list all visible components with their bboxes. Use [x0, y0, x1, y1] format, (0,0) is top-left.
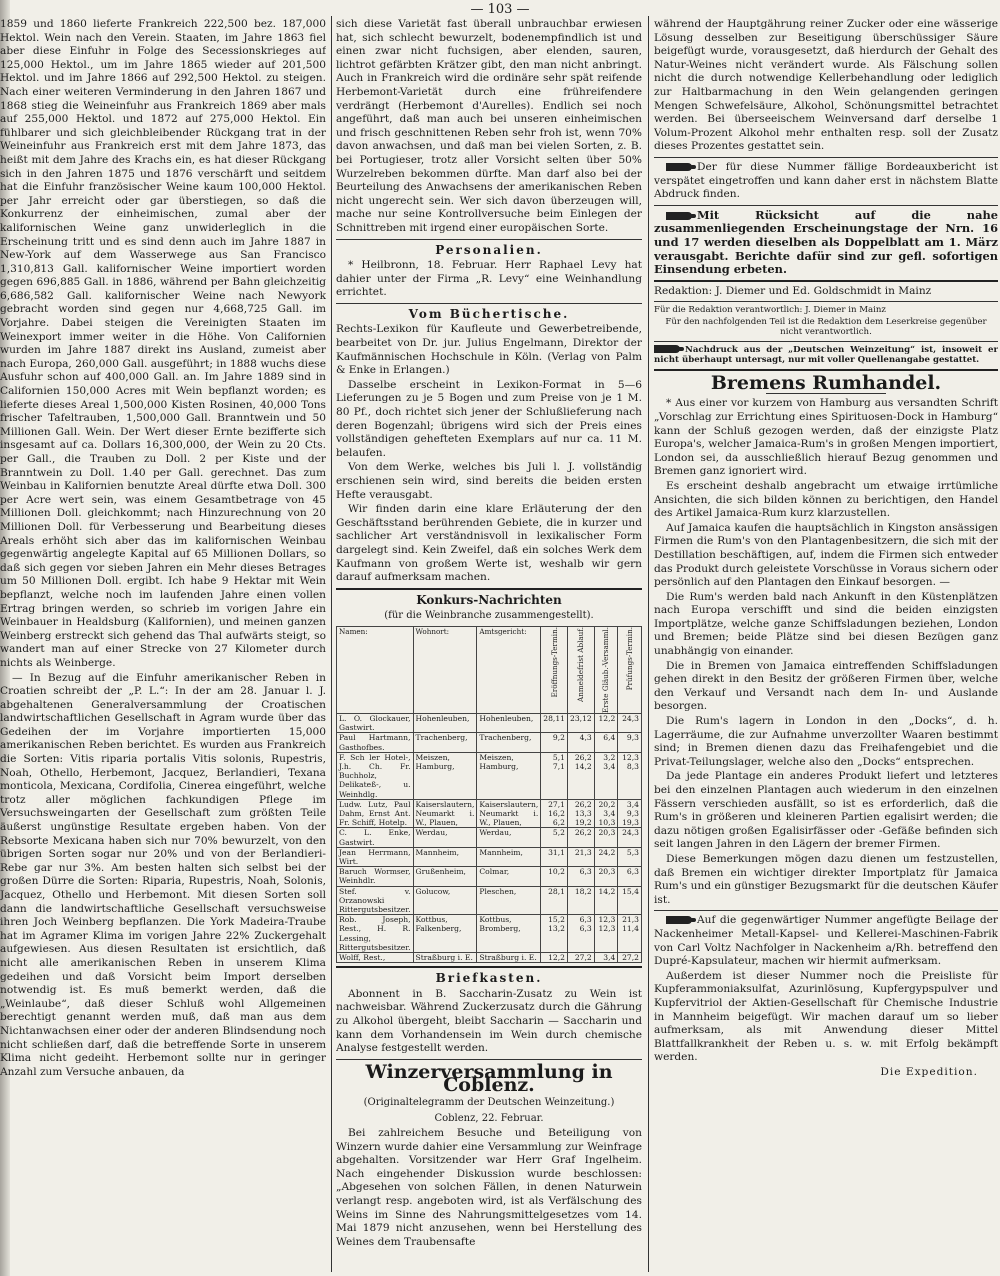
konkurs-heading: Konkurs-Nachrichten — [416, 592, 562, 607]
nachdruck-note: Nachdruck aus der „Deutschen Weinzeitung“ ist, insoweit er nicht überhaupt untersagt, nur mit voller Quellenangabe gestattet. — [654, 344, 998, 366]
buechertisch-text: Wir finden darin eine klare Erläuterung der den Geschäftsstand berührenden Gebiete, die in kurzer und sachlicher Art verständnisvoll in lexikalischer Form dargelegt sind. Kein Zweifel, daß ein solches Werk dem Kaufmann von großem Werte ist, weshalb wir gern darauf aufmerksam machen. — [336, 503, 642, 584]
table-header: Prüfungs-Termin. — [618, 626, 642, 713]
bremen-paragraph: Es erscheint deshalb angebracht um etwaige irrtümliche Ansichten, die sich bilden können zu berichtigen, den Handel des Artikel Jamaica-Rum kurz klarzustellen. — [654, 479, 998, 520]
briefkasten-heading: Briefkasten. — [435, 971, 543, 986]
bremen-paragraph: Die Rum's werden bald nach Ankunft in den Küstenplätzen nach Europa verschifft und sind die beiden einzigsten Importplätze, welche ganze Schiffsladungen beziehen, London und Bremen; beide Plätze sind bei diesen Bezügen ganz unabhängig von einander. — [654, 590, 998, 658]
table-header: Anmeldefrist Ablauf. — [568, 626, 595, 713]
table-header: Wohnort: — [413, 626, 477, 713]
table-row: Paul Hartmann, Gasthofbes. Trachenberg, Trachenberg, 9,2 4,3 6,4 9,3 — [337, 733, 642, 752]
briefkasten-text: Abonnent in B. Saccharin-Zusatz zu Wein ist nachweisbar. Während Zuckerzusatz durch die Gährung zu Alkohol übergeht, bleibt Saccharin — Saccharin und kann dem Vorhandensein im Wein durch chemische Analyse festgestellt werden. — [336, 987, 642, 1055]
table-row: Jean Herrmann, Wirt. Mannheim, Mannheim, 31,1 21,3 24,2 5,3 — [337, 847, 642, 866]
column-right — [654, 18, 998, 1079]
buechertisch-heading: Vom Büchertische. — [408, 306, 570, 321]
beilage-nackenheim: Auf die gegenwärtiger Nummer angefügte Beilage der Nackenheimer Metall-Kapsel- und Kellerei-Maschinen-Fabrik von Carl Voltz Nachfolger in Nackenheim a/Rh. betreffend den Dupré-Kapsulateur, machen wir hiermit aufmerksam. — [654, 914, 998, 968]
konkurs-subheading: (für die Weinbranche zusammengestellt). — [384, 610, 594, 622]
divider — [654, 280, 998, 282]
konkurs-table — [336, 626, 642, 963]
verantwortlich-line: Für die Redaktion verantwortlich: J. Diemer in Mainz — [654, 305, 886, 316]
bremen-paragraph: Die Rum's lagern in London in den „Docks“, d. h. Lagerräume, die zur Aufnahme unverzollter Waaren bestimmt sind; in Bremen dienen dazu das Freihafengebiet und die Privat-Teilungslager, welche also den „Docks“ entsprechen. — [654, 715, 998, 768]
notice-bordeaux: Der für diese Nummer fällige Bordeauxbericht ist verspätet eingetroffen und kann daher erst in nächstem Blatte Abdruck finden. — [654, 160, 998, 201]
divider — [654, 910, 998, 911]
column-rule-2 — [648, 16, 649, 1272]
table-row: C. L. Enke, Gastwirt. Werdau, Werdau, 5,2 26,2 20,3 24,3 — [337, 828, 642, 847]
divider — [336, 966, 642, 968]
article-american-vines-croatia: — In Bezug auf die Einfuhr amerikanischer Reben in Croatien schreibt der „P. L.“: In der am 28. Januar l. J. abgehaltenen Generalversammlung der Croatischen landwirtschaftlichen Gesellschaft in Agram wurde über das Gedeihen der im Vorjahre importierten 15,000 amerikanischen Reben berichtet. Es wurden aus Frankreich die Sorten: Vitis riparia portalis Vitis solonis, Rupestris, Noah, Othello, Herbemont, Jacquez, Berlandieri, Texana monticola, Mexicana, Cordifolia, Cinerea eingeführt, welche trotz aller möglichen fachkundigen Pflege im Versuchsweingarten der Gesellschaft zum größten Teile äußerst ungünstige Resultate ergeben haben. Von der Rebsorte Mexicana haben sich nur 70% bewurzelt, von den übrigen Sorten sogar nur 20% und von der Berlandieri-Rebe gar nur 3%. Am besten halten sich selbst bei der großen Dürre die Sorten: Riparia, Rupestris, Noah, Solonis, Jacquez, Othello und Herbemont. Mit diesen Sorten soll dann die landwirtschaftliche Gesellschaft versuchsweise ihren Joch Weinberg bepflanzen. Die York Madeira-Traube hat im Agramer Klima im vorigen Jahre 22% Zuckergehalt aufgewiesen. Aus diesen Resultaten ist ersichtlich, daß nicht alle amerikanischen Reben in unserem Klima gedeihen und daß Vorsicht beim Import derselben notwendig ist. Es muß bemerkt werden, daß die „Weinlaube“, daß dieser Schluß wohl Allgemeinen berechtigt genannt werden muß, daß man aus dem Nichtanwachsen einer oder der anderen Blindsendung noch nicht schließen darf, daß die betreffende Sorte in unserem Klima nicht gedeiht. Herbemont sollte nur in geringer Anzahl zum Versuche anbauen, da — [0, 671, 326, 1078]
buechertisch-title: Rechts-Lexikon für Kaufleute und Gewerbetreibende, bearbeitet von Dr. jur. Julius Engelmann, Direktor der Kaufmännischen Hochschule in Köln. (Verlag von Palm & Enke in Erlangen.) — [336, 323, 642, 377]
article-continuation: sich diese Varietät fast überall unbrauchbar erwiesen hat, sich schlecht bewurzelt, bodenempfindlich ist und einen zwar nicht fuchsigen, aber elenden, sauren, lichtrot gefärbten Krätzer gibt, den man nicht anbringt. Auch in Frankreich wird die ordinäre sehr spät reifende Herbemont-Varietät durch eine frühreifendere verdrängt (Herbemont d'Aurelles). Endlich sei noch angeführt, daß man auch bei unseren einheimischen und frisch geschnittenen Reben sehr froh ist, wenn 70% davon anwachsen, und daß man bei vielen Sorten, z. B. bei Portugieser, trotz aller Vorsicht selten über 50% Wurzelreben bekommen dürfte. Man darf also bei der Beurteilung des Anwachsens der amerikanischen Reben nicht ungerecht sein. Wer sich davon überzeugen will, mache nur seine Kontrollversuche beim Einlegen der Schnittreben mit irgend einer europäischen Sorte. — [336, 18, 642, 234]
column-middle — [336, 18, 642, 1250]
pointing-hand-icon — [666, 212, 692, 220]
winzerversammlung-text: Bei zahlreichem Besuche und Beteiligung von Winzern wurde dahier eine Versammlung zur Weinfrage abgehalten. Vorsitzender war Herr Graf Ingelheim. Nach eingehender Diskussion wurde beschlossen: „Abgesehen von solchen Fällen, in denen Naturwein verlangt resp. angeboten wird, ist als Verfälschung des Weins im Sinne des Nahrungsmittelgesetzes vom 14. Mai 1879 nicht anzusehen, wenn bei Herstellung des Weines dem Traubensafte — [336, 1127, 642, 1248]
divider — [654, 341, 998, 342]
table-row: Ludw. Lutz, Paul Dahm, Ernst Ant. Fr. Schiff, Hotelp. Kaiserslautern, Neumarkt i. W., Plauen, Kaiserslautern, Neumarkt i. W., Plauen, 27,1 16,2 6,2 26,2 13,3 19,2 20,2 3,4 10,3 3,4 9,3 19,3 — [337, 799, 642, 828]
table-header: Amtsgericht: — [477, 626, 541, 713]
table-row: Wolff, Rest., Straßburg i. E. Straßburg i. E. 12,2 27,2 3,4 27,2 — [337, 952, 642, 962]
article-wine-import-usa: 1859 und 1860 lieferte Frankreich 222,500 bez. 187,000 Hektol. Wein nach den Verein. Staaten, im Jahre 1863 fiel aber diese Einfuhr in Folge des Secessionskrieges auf 125,000 Hektol., um im Jahre 1865 wieder auf 201,500 Hektol. und im Jahre 1866 auf 292,500 Hektol. zu steigen. Nach einer weiteren Verminderung in den Jahren 1867 und 1868 stieg die Weineinfuhr aus Frankreich 1869 aber mals auf 255,000 Hektol. und 1872 auf 275,000 Hektol. Ein fühlbarer und sich gleichbleibender Rückgang trat in der Weineinfuhr aus Frankreich erst mit dem Jahre 1873, das heißt mit dem Jahre des Krachs ein, es hat dieser Rückgang sich in den Jahren 1875 und 1876 verschärft und seitdem hat die Einfuhr französischer Weine kaum 100,000 Hektol. per Jahr erreicht oder gar überstiegen, so daß die Konkurrenz der einheimischen, zumal aber der kalifornischen Weine ganz unwiderleglich in die Erscheinung tritt und es sind denn auch im Jahre 1887 in New-York auf dem Wasserwege aus San Francisco 1,310,813 Gall. kalifornischer Weine importiert worden gegen 696,885 Gall. in 1886, während per Bahn gleichzeitig 6,686,582 Gall. kalifornischer Weine nach Newyork gebracht worden sind gegen nur 4,668,725 Gall. im Vorjahre. Dabei steigen die Vereinigten Staaten im Weinexport immer weiter in die Höhe. Von Californien wurden im Jahre 1887 direkt ins Ausland, zumeist aber nach Europa, 260,000 Gall. ausgeführt; in 1888 wuchs diese Ausfuhr schon auf 400,000 Gall. an. Im Jahre 1889 sind in Californien 150,000 Acres mit Wein bepflanzt worden; es lieferte dieses Areal 1,500,000 Kisten Rosinen, 40,000 Tons frischer Tafeltrauben, 1,500,000 Gall. Branntwein und 50 Millionen Gall. Wein. Der Wert dieser Ernte bezifferte sich insgesamt auf ca. Dollars 16,300,000, der Wein zu 20 Cts. per Gall., die Trauben zu Doll. 2 per Kiste und der Branntwein zu Doll. 1.40 per Gall. gerechnet. Das zum Weinbau in Kalifornien benutzte Areal dürfte etwa Doll. 300 per Acre wert sein, was einem Gesamtbetrage von 45 Millionen Doll. gleichkommt; nach Hinzurechnung von 20 Millionen Doll. für Verbesserung und Bearbeitung dieses Areals erhöht sich aber das im kalifornischen Weinbau gegenwärtig angelegte Kapital auf 65 Millionen Dollars, so daß sich gegen vor sieben Jahren ein Mehr dieses Betrages um 50 Millionen Doll. ergibt. Ich habe 9 Hektar mit Wein bepflanzt, welche noch im laufenden Jahre einen vollen Ertrag bringen werden, so schrieb im vorigen Jahre ein Weinbauer in Healdsburg (Kalifornien), und meinen ganzen Weinberg erstreckt sich gehend das Thal aufwärts steigt, so wandert man auf einer Strecke von 27 Kilometer durch nichts als Weinberge. — [0, 18, 326, 669]
pointing-hand-icon — [654, 345, 680, 353]
divider — [654, 301, 998, 302]
winzerversammlung-subheading: (Originaltelegramm der Deutschen Weinzeitung.) — [363, 1096, 615, 1108]
table-header-row — [337, 626, 642, 713]
table-header: Erste Gläub.-Versamml. — [594, 626, 618, 713]
article-continuation: während der Hauptgährung reiner Zucker oder eine wässerige Lösung desselben zur Beseitigung überschüssiger Säure beigefügt wurde, vorausgesetzt, daß hierdurch der Gehalt des Natur-Weines nicht verändert wurde. Als Fälschung sollen nicht die durch notwendige Kellerbehandlung oder lediglich zur Haltbarmachung in den Wein gelangenden geringen Mengen Schwefelsäure, Alkohol, Schönungsmittel betrachtet werden. Bei überseeischem Weinversand darf derselbe 1 Volum-Prozent Alkohol mehr enthalten resp. soll der Zusatz dieses Prozentes gestattet sein. — [654, 18, 998, 153]
winzerversammlung-heading: Winzerversammlung in Coblenz. — [365, 1060, 613, 1097]
signature: Die Expedition. — [880, 1065, 978, 1078]
bremen-paragraph: Auf Jamaica kaufen die hauptsächlich in Kingston ansässigen Firmen die Rum's von den Plantagenbesitzern, die sich mit der Destillation beschäftigen, auf, indem die Firmen sich entweder das Produkt durch geleistete Vorschüsse in Voraus sichern oder persönlich auf den Plantagen den Einkauf besorgen. — — [654, 521, 998, 589]
table-row: Rob. Joseph, Rest., H. R. Lessing, Rittergutsbesitzer. Kottbus, Falkenberg, Kottbus, Bromberg, 15,2 13,2 6,3 6,3 12,3 12,3 21,3 11,4 — [337, 915, 642, 953]
bremen-rumhandel-heading: Bremens Rumhandel. — [710, 371, 942, 394]
bremen-paragraph: Diese Bemerkungen mögen dazu dienen um festzustellen, daß Bremen ein wichtiger direkter Importplatz für Jamaica Rum's und ein günstiger Bezugsmarkt für die deutschen Käufer ist. — [654, 852, 998, 906]
table-header: Namen: — [337, 626, 414, 713]
buechertisch-text: Von dem Werke, welches bis Juli l. J. vollständig erschienen sein wird, sind bereits die beiden ersten Hefte verausgabt. — [336, 461, 642, 501]
table-row: Stef. v. Orzanowski Rittergutsbesitzer. Golucow, Pleschen, 28,1 18,2 14,2 15,4 — [337, 886, 642, 915]
notice-doppelblatt: Mit Rücksicht auf die nahe zusammenliegenden Erscheinungstage der Nrn. 16 und 17 werden dieselben als Doppelblatt am 1. März verausgabt. Berichte dafür sind zur gefl. sofortigen Einsendung erbeten. — [654, 207, 998, 277]
verantwortlich-note: Für den nachfolgenden Teil ist die Redaktion dem Leserkreise gegenüber nicht verantwortlich. — [665, 316, 987, 338]
bremen-paragraph: Da jede Plantage ein anderes Produkt liefert und letzteres bei den einzelnen Plantagen auch wiederum in den einzelnen Fässern verschieden ausfällt, so ist es erforderlich, daß die Rum's in größeren und kleineren Partien egalisirt werden; die dazu nötigen großen Egalisirfässer oder -Gefäße befinden sich seit langen Jahren in den Lägern der bremer Firmen. — [654, 770, 998, 851]
column-rule-1 — [331, 16, 332, 1272]
divider — [654, 157, 998, 158]
table-row: Baruch Wormser, Weinhdlr. Grußenheim, Colmar, 10,2 6,3 20,3 6,3 — [337, 867, 642, 886]
personalien-text: * Heilbronn, 18. Februar. Herr Raphael Levy hat dahier unter der Firma „R. Levy“ eine Weinhandlung errichtet. — [336, 259, 642, 299]
table-row: L. O. Glockauer, Gastwirt. Hohenleuben, Hohenleuben, 28,11 23,12 12,2 24,3 — [337, 713, 642, 732]
page-number: — 103 — — [470, 2, 530, 17]
winzerversammlung-dateline: Coblenz, 22. Februar. — [434, 1112, 544, 1124]
redaktion-line: Redaktion: J. Diemer und Ed. Goldschmidt in Mainz — [654, 284, 932, 297]
pointing-hand-icon — [666, 163, 692, 171]
beilage-mannheim: Außerdem ist dieser Nummer noch die Preisliste für Kupferammoniaksulfat, Azurinlösung, Kupfergypspulver und Kupfervitriol der Aktien-Gesellschaft für Chemische Industrie in Mannheim beigefügt. Wir machen darauf um so lieber aufmerksam, als mit Anwendung dieser Mittel Blattfallkrankheit der Reben u. s. w. mit Erfolg bekämpft werden. — [654, 969, 998, 1064]
table-row: F. Sch ler Hotel-, J.h. Ch. Fr. Buchholz, Delikateß-, u. Weinhdlg. Meiszen, Hamburg, Meiszen, Hamburg, 5,1 7,1 26,2 14,2 3,2 3,4 12,3 8,3 — [337, 752, 642, 799]
divider — [654, 205, 998, 206]
bremen-paragraph: * Aus einer vor kurzem von Hamburg aus versandten Schrift „Vorschlag zur Errichtung eines Spirituosen-Dock in Hamburg“ kann der Schluß gezogen werden, daß der einzigste Platz Europa's, welcher Jamaica-Rum's in großen Mengen importiert, London sei, da ausschließlich hierauf Bezug genommen und Bremen ganz ignoriert wird. — [654, 397, 998, 478]
personalien-heading: Personalien. — [435, 242, 543, 257]
divider — [336, 239, 642, 240]
table-header: Eröffnungs-Termin. — [541, 626, 568, 713]
divider — [654, 369, 998, 371]
divider — [336, 588, 642, 590]
column-left — [0, 18, 326, 1080]
pointing-hand-icon — [666, 916, 692, 924]
divider — [336, 303, 642, 304]
bremen-paragraph: Die in Bremen von Jamaica eintreffenden Schiffsladungen gehen direkt in den Besitz der größeren Firmen über, welche den Verkauf und Versandt nach dem In- und Auslande besorgen. — [654, 659, 998, 713]
buechertisch-text: Dasselbe erscheint in Lexikon-Format in 5—6 Lieferungen zu je 5 Bogen und zum Preise von je 1 M. 80 Pf., doch richtet sich jener der Schlußlieferung nach deren Bogenzahl; übrigens wird sich der Preis eines vollständigen gehefteten Exemplars auf nur ca. 11 M. belaufen. — [336, 378, 642, 459]
divider — [336, 1059, 642, 1060]
